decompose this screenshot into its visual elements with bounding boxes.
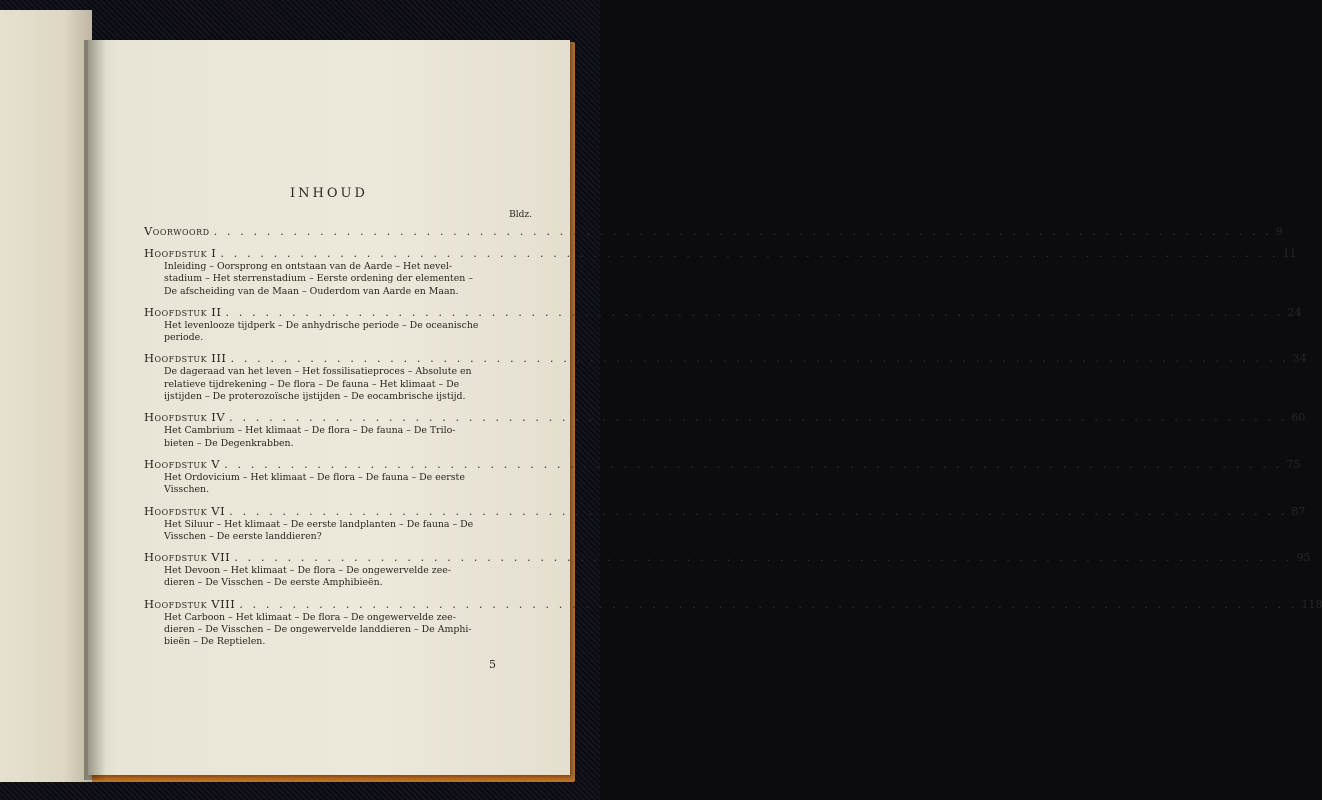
toc-description-line: bieën – De Reptielen.	[164, 636, 266, 648]
toc-entry	[144, 410, 1306, 450]
toc-entry	[144, 503, 1306, 544]
toc-description	[164, 425, 528, 450]
toc-leader-dots: . . . . . . . . . . . . . . . . . . . . . . . . . . . . . . . . . . . . . . . . . . . . . . . . . . . . . . . . . . . . . . . . . . . . . . . . . . . . . . . .	[224, 456, 1283, 471]
toc-heading: Hoofdstuk II	[144, 304, 222, 319]
toc-description-line: Het Siluur – Het klimaat – De eerste landplanten – De fauna – De	[164, 518, 474, 530]
toc-description-line: ijstijden – De proterozoïsche ijstijden – De eocambrische ijstijd.	[164, 391, 466, 403]
toc-heading: Voorwoord	[144, 224, 210, 238]
toc-page-number: 87	[1291, 504, 1306, 518]
toc-heading: Hoofdstuk V	[144, 456, 221, 471]
toc-heading-row	[144, 304, 1302, 320]
toc-heading-row	[144, 410, 1306, 425]
toc-description	[164, 612, 528, 649]
toc-description	[164, 472, 528, 497]
toc-description-line: De afscheiding van de Maan – Ouderdom van Aarde en Maan.	[164, 285, 459, 297]
toc-description-line: Visschen – De eerste landdieren?	[164, 530, 322, 542]
toc-heading: Hoofdstuk VIII	[144, 596, 236, 611]
toc-description-line: bieten – De Degenkrabben.	[164, 437, 294, 449]
toc-page-number: 95	[1296, 551, 1311, 565]
toc-leader-dots: . . . . . . . . . . . . . . . . . . . . . . . . . . . . . . . . . . . . . . . . . . . . . . . . . . . . . . . . . . . . . . . . . . . . . . . . . . . . . . . .	[229, 410, 1288, 425]
page-number: 5	[489, 658, 496, 671]
toc-entry	[144, 304, 1302, 345]
toc-description-line: dieren – De Visschen – De ongewervelde landdieren – De Amphi-	[164, 624, 472, 636]
toc-heading-row	[144, 224, 1283, 239]
toc-leader-dots: . . . . . . . . . . . . . . . . . . . . . . . . . . . . . . . . . . . . . . . . . . . . . . . . . . . . . . . . . . . . . . . . . . . . . . . . . . . . . . . .	[234, 550, 1293, 565]
toc-heading-row	[144, 246, 1297, 261]
toc-page-number: 24	[1287, 305, 1302, 319]
toc-heading-row	[144, 456, 1301, 472]
toc-description-line: Inleiding – Oorsprong en ontstaan van de Aarde – Het nevel-	[164, 261, 453, 272]
toc-entry	[144, 224, 1283, 239]
left-page	[0, 10, 92, 782]
toc-page-number: 60	[1291, 411, 1306, 425]
toc-leader-dots: . . . . . . . . . . . . . . . . . . . . . . . . . . . . . . . . . . . . . . . . . . . . . . . . . . . . . . . . . . . . . . . . . . . . . . . . . . . . . . . .	[229, 503, 1288, 518]
page-column-label: Bldz.	[509, 210, 532, 220]
toc-description-line: stadium – Het sterrenstadium – Eerste ordening der elementen –	[164, 273, 473, 285]
toc-description-line: Het Ordovicium – Het klimaat – De flora – De fauna – De eerste	[164, 471, 465, 483]
toc-description-line: relatieve tijdrekening – De flora – De fauna – Het klimaat – De	[164, 378, 460, 390]
toc-description	[164, 320, 528, 345]
toc-page-number: 118	[1301, 597, 1322, 611]
toc-description-line: Visschen.	[164, 484, 210, 496]
book-gutter	[84, 40, 106, 780]
toc-description-line: Het Cambrium – Het klimaat – De flora – De fauna – De Trilo-	[164, 425, 456, 437]
toc-entry	[144, 456, 1301, 497]
toc-leader-dots: . . . . . . . . . . . . . . . . . . . . . . . . . . . . . . . . . . . . . . . . . . . . . . . . . . . . . . . . . . . . . . . . . . . . . . . . . . . . . . . .	[230, 351, 1289, 366]
toc-description-line: Het Devoon – Het klimaat – De flora – De ongewervelde zee-	[164, 565, 452, 577]
toc-heading: Hoofdstuk I	[144, 246, 217, 260]
toc-description	[164, 565, 528, 590]
toc-leader-dots: . . . . . . . . . . . . . . . . . . . . . . . . . . . . . . . . . . . . . . . . . . . . . . . . . . . . . . . . . . . . . . . . . . . . . . . . . . . . . . . .	[225, 304, 1284, 319]
toc-heading-row	[144, 550, 1311, 565]
toc-heading-row	[144, 596, 1322, 612]
table-of-contents	[144, 224, 1322, 656]
toc-entry	[144, 550, 1311, 590]
toc-heading: Hoofdstuk VI	[144, 503, 226, 518]
toc-heading-row	[144, 351, 1307, 366]
toc-page-number: 75	[1286, 457, 1301, 471]
toc-description	[164, 366, 528, 403]
toc-leader-dots: . . . . . . . . . . . . . . . . . . . . . . . . . . . . . . . . . . . . . . . . . . . . . . . . . . . . . . . . . . . . . . . . . . . . . . . . . . . . . . . .	[220, 246, 1279, 260]
toc-entry	[144, 246, 1297, 298]
toc-description-line: Het levenlooze tijdperk – De anhydrische periode – De oceanische	[164, 319, 479, 331]
toc-description-line: De dageraad van het leven – Het fossilisatieproces – Absolute en	[164, 366, 472, 378]
toc-description-line: dieren – De Visschen – De eerste Amphibieën.	[164, 577, 383, 589]
toc-description-line: Het Carboon – Het klimaat – De flora – De ongewervelde zee-	[164, 611, 456, 623]
toc-heading: Hoofdstuk VII	[144, 550, 231, 565]
toc-page-number: 34	[1292, 352, 1307, 366]
toc-page-number: 11	[1282, 247, 1297, 260]
toc-page-number: 9	[1275, 225, 1283, 238]
toc-leader-dots: . . . . . . . . . . . . . . . . . . . . . . . . . . . . . . . . . . . . . . . . . . . . . . . . . . . . . . . . . . . . . . . . . . . . . . . . . . . . . . . .	[213, 224, 1272, 238]
toc-leader-dots: . . . . . . . . . . . . . . . . . . . . . . . . . . . . . . . . . . . . . . . . . . . . . . . . . . . . . . . . . . . . . . . . . . . . . . . . . . . . . . . .	[239, 596, 1298, 611]
toc-description	[164, 519, 528, 544]
toc-heading: Hoofdstuk III	[144, 351, 227, 366]
toc-description-line: periode.	[164, 332, 204, 344]
book-page	[88, 40, 1322, 775]
toc-heading: Hoofdstuk IV	[144, 410, 226, 425]
page-title: INHOUD	[290, 186, 368, 201]
toc-description	[164, 261, 528, 298]
toc-heading-row	[144, 503, 1306, 519]
toc-entry	[144, 351, 1307, 403]
toc-entry	[144, 596, 1322, 649]
